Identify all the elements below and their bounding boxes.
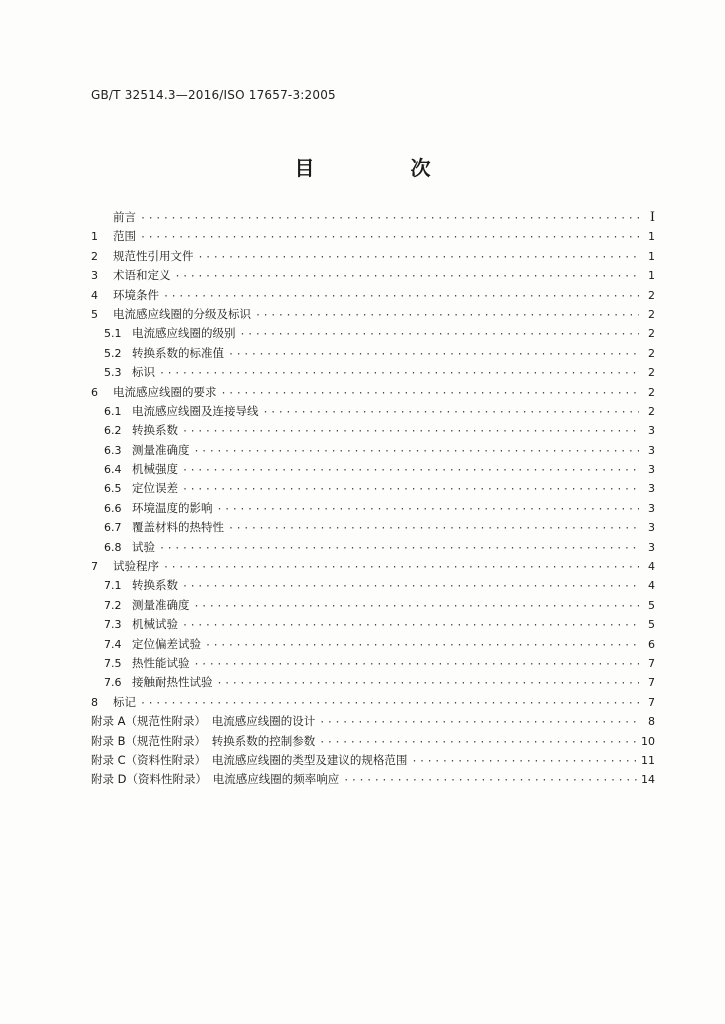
toc-entry-number: 6.1 <box>104 404 122 418</box>
toc-entry-label: 前言 <box>113 210 136 224</box>
toc-entry-page: 2 <box>648 346 655 360</box>
toc-entry[interactable] <box>91 286 655 305</box>
toc-entry[interactable] <box>91 247 655 266</box>
toc-entry-number: 5.3 <box>104 366 122 380</box>
toc-leader-dots <box>140 209 639 228</box>
toc-entry-page: 3 <box>648 463 655 477</box>
toc-entry[interactable] <box>91 732 655 751</box>
toc-entry-label: 电流感应线圈的分级及标识 <box>113 306 251 321</box>
toc-entry-number: 7.5 <box>104 656 122 670</box>
toc-entry-page: 3 <box>648 424 655 438</box>
page-title: 目 次 <box>294 156 469 180</box>
toc-entry[interactable] <box>91 460 655 479</box>
toc-entry-label: 热性能试验 <box>132 655 190 670</box>
toc-entry-number: 5 <box>91 307 98 321</box>
toc-entry-page: 2 <box>648 404 655 418</box>
toc-leader-dots <box>198 248 640 267</box>
toc-leader-dots <box>159 364 639 383</box>
toc-entry-label: 环境条件 <box>113 287 159 302</box>
toc-entry[interactable] <box>91 227 655 246</box>
toc-leader-dots <box>194 442 640 461</box>
toc-entry-page: 7 <box>648 656 655 670</box>
toc-entry[interactable] <box>91 770 655 789</box>
toc-entry-label: 附录 B（规范性附录） 转换系数的控制参数 <box>91 733 316 748</box>
toc-entry-label: 规范性引用文件 <box>113 248 194 263</box>
toc-entry-label: 测量准确度 <box>132 442 190 457</box>
toc-entry-number: 7.2 <box>104 598 122 612</box>
toc-entry-number: 5.1 <box>104 327 122 341</box>
toc-entry[interactable] <box>91 538 655 557</box>
toc-entry-label: 转换系数的标准值 <box>132 345 224 360</box>
toc-entry[interactable] <box>91 693 655 712</box>
toc-entry-number: 6.8 <box>104 540 122 554</box>
toc-leader-dots <box>221 384 640 403</box>
toc-entry-page: 2 <box>648 366 655 380</box>
table-of-contents <box>91 208 655 790</box>
toc-entry-number: 6.6 <box>104 501 122 515</box>
toc-entry[interactable] <box>91 615 655 634</box>
toc-entry-label: 定位偏差试验 <box>132 636 201 651</box>
toc-entry[interactable] <box>91 499 655 518</box>
toc-entry-label: 试验 <box>132 539 155 554</box>
toc-entry-number: 6.2 <box>104 424 122 438</box>
toc-entry-page: 1 <box>648 269 655 283</box>
toc-leader-dots <box>263 403 640 422</box>
toc-entry-label: 标识 <box>132 365 155 380</box>
toc-entry[interactable] <box>91 266 655 285</box>
toc-entry-label: 试验程序 <box>113 559 159 574</box>
toc-entry-page: 2 <box>648 288 655 302</box>
toc-entry-label: 附录 D（资料性附录） 电流感应线圈的频率响应 <box>91 772 340 787</box>
toc-entry[interactable] <box>91 441 655 460</box>
toc-entry[interactable] <box>91 557 655 576</box>
toc-entry-label: 接触耐热性试验 <box>132 675 213 690</box>
toc-entry-label: 机械强度 <box>132 462 178 477</box>
toc-leader-dots <box>411 752 637 771</box>
toc-entry-number: 6.4 <box>104 463 122 477</box>
toc-entry-page: Ⅰ <box>649 210 655 225</box>
toc-leader-dots <box>182 422 639 441</box>
toc-entry-page: 5 <box>648 598 655 612</box>
toc-entry-label: 术语和定义 <box>113 268 171 283</box>
toc-leader-dots <box>255 306 639 325</box>
toc-entry-number: 7.6 <box>104 676 122 690</box>
toc-entry-label: 定位误差 <box>132 481 178 496</box>
toc-entry-page: 2 <box>648 385 655 399</box>
toc-entry-label: 转换系数 <box>132 578 178 593</box>
toc-leader-dots <box>194 597 640 616</box>
toc-entry-page: 4 <box>648 560 655 574</box>
toc-entry[interactable] <box>91 479 655 498</box>
toc-entry-page: 8 <box>648 715 655 729</box>
toc-entry[interactable] <box>91 383 655 402</box>
toc-entry-label: 覆盖材料的热特性 <box>132 520 224 535</box>
toc-entry[interactable] <box>91 363 655 382</box>
toc-entry-number: 6.7 <box>104 521 122 535</box>
toc-entry-number: 7.3 <box>104 618 122 632</box>
toc-entry-number: 6.3 <box>104 443 122 457</box>
toc-entry[interactable] <box>91 402 655 421</box>
toc-entry-number: 6.5 <box>104 482 122 496</box>
toc-leader-dots <box>319 713 639 732</box>
toc-entry-page: 6 <box>648 637 655 651</box>
toc-leader-dots <box>240 325 640 344</box>
toc-entry-number: 1 <box>91 230 98 244</box>
toc-entry-page: 2 <box>648 327 655 341</box>
toc-entry-number: 4 <box>91 288 98 302</box>
toc-entry-page: 10 <box>641 734 655 748</box>
toc-entry[interactable] <box>91 324 655 343</box>
toc-entry-page: 3 <box>648 443 655 457</box>
toc-leader-dots <box>217 674 640 693</box>
toc-entry-number: 5.2 <box>104 346 122 360</box>
toc-entry-page: 5 <box>648 618 655 632</box>
toc-entry[interactable] <box>91 208 655 227</box>
toc-leader-dots <box>163 558 639 577</box>
toc-entry[interactable] <box>91 344 655 363</box>
toc-entry[interactable] <box>91 305 655 324</box>
toc-leader-dots <box>175 267 640 286</box>
toc-leader-dots <box>140 228 639 247</box>
toc-leader-dots <box>194 655 640 674</box>
toc-entry-number: 8 <box>91 695 98 709</box>
toc-leader-dots <box>228 519 639 538</box>
toc-leader-dots <box>163 287 639 306</box>
toc-entry-number: 3 <box>91 269 98 283</box>
toc-entry-label: 附录 A（规范性附录） 电流感应线圈的设计 <box>91 714 316 729</box>
toc-entry-label: 测量准确度 <box>132 597 190 612</box>
toc-leader-dots <box>182 461 639 480</box>
toc-entry-page: 11 <box>641 753 655 767</box>
toc-leader-dots <box>182 577 639 596</box>
toc-entry-label: 转换系数 <box>132 423 178 438</box>
toc-entry-label: 电流感应线圈的级别 <box>132 326 236 341</box>
toc-entry-page: 3 <box>648 540 655 554</box>
toc-entry-label: 电流感应线圈的要求 <box>113 384 217 399</box>
toc-entry-page: 3 <box>648 521 655 535</box>
toc-entry-label: 标记 <box>113 694 136 709</box>
toc-entry-page: 3 <box>648 501 655 515</box>
toc-entry[interactable] <box>91 596 655 615</box>
toc-leader-dots <box>140 694 639 713</box>
toc-leader-dots <box>159 539 639 558</box>
toc-leader-dots <box>182 480 639 499</box>
toc-entry-page: 1 <box>648 230 655 244</box>
toc-entry-number: 6 <box>91 385 98 399</box>
toc-entry[interactable] <box>91 673 655 692</box>
toc-leader-dots <box>343 771 637 790</box>
toc-entry-number: 7.1 <box>104 579 122 593</box>
toc-leader-dots <box>217 500 640 519</box>
toc-entry[interactable] <box>91 576 655 595</box>
toc-entry-page: 1 <box>648 249 655 263</box>
toc-leader-dots <box>205 636 639 655</box>
toc-leader-dots <box>182 616 639 635</box>
toc-entry[interactable] <box>91 421 655 440</box>
toc-entry-label: 附录 C（资料性附录） 电流感应线圈的类型及建议的规格范围 <box>91 752 408 767</box>
toc-entry-page: 14 <box>641 773 655 787</box>
toc-entry-label: 电流感应线圈及连接导线 <box>132 403 259 418</box>
toc-leader-dots <box>319 733 637 752</box>
toc-entry[interactable] <box>91 751 655 770</box>
toc-entry-label: 范围 <box>113 229 136 244</box>
toc-entry-page: 7 <box>648 695 655 709</box>
toc-entry-number: 7.4 <box>104 637 122 651</box>
toc-entry-page: 2 <box>648 307 655 321</box>
toc-entry-page: 7 <box>648 676 655 690</box>
toc-entry-label: 环境温度的影响 <box>132 500 213 515</box>
toc-entry-page: 3 <box>648 482 655 496</box>
toc-entry[interactable] <box>91 654 655 673</box>
toc-entry-label: 机械试验 <box>132 617 178 632</box>
toc-leader-dots <box>228 345 639 364</box>
toc-entry-number: 2 <box>91 249 98 263</box>
toc-entry[interactable] <box>91 518 655 537</box>
toc-entry[interactable] <box>91 712 655 731</box>
toc-entry-page: 4 <box>648 579 655 593</box>
toc-entry-number: 7 <box>91 560 98 574</box>
standard-code: GB/T 32514.3—2016/ISO 17657-3:2005 <box>91 88 336 102</box>
toc-entry[interactable] <box>91 635 655 654</box>
